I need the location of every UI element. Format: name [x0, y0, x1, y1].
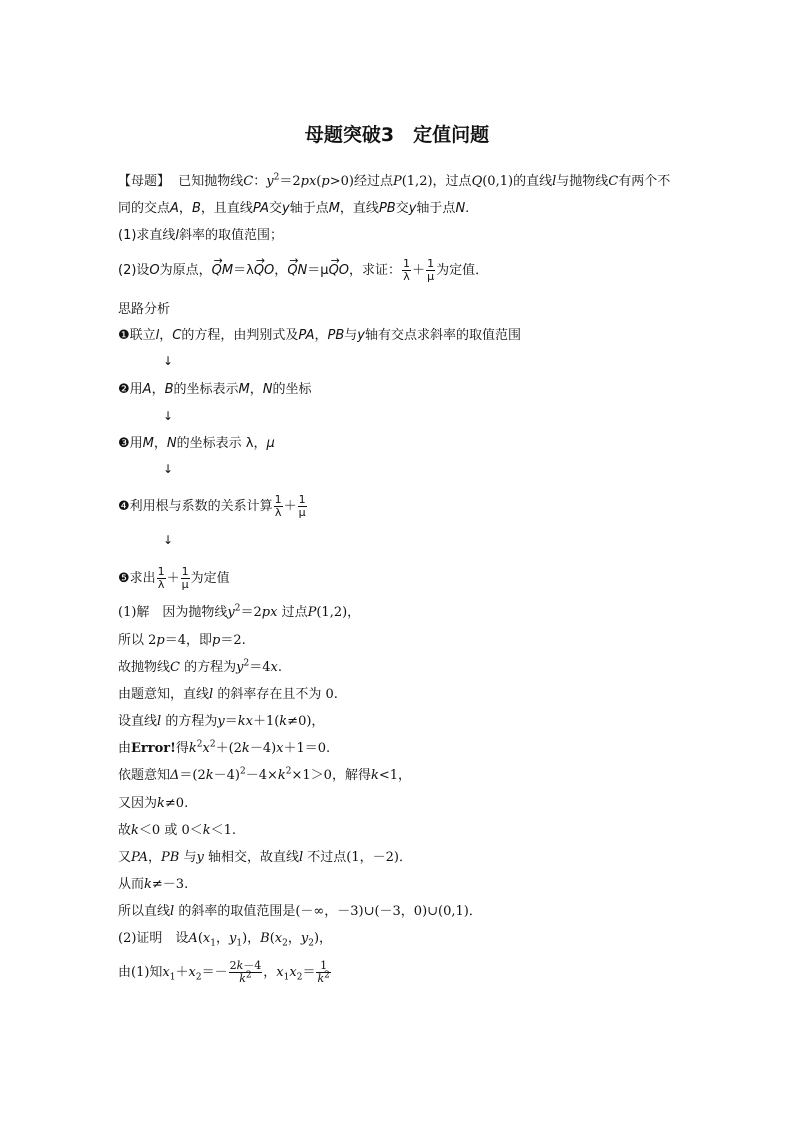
solution-line-10: 又PA，PB 与y 轴相交，故直线l 不过点(1，－2)． — [118, 850, 412, 865]
problem-line-2: 同的交点A，B，且直线PA交y轴于点M，直线PB交y轴于点N. — [118, 201, 470, 216]
analysis-step-2: ❷用A，B的坐标表示M，N的坐标 — [118, 382, 312, 397]
analysis-step-4: ❹利用根与系数的关系计算 $\frac{1}{\lambda}$ ＋ $\frac{1}{\mu}$ — [118, 493, 306, 519]
problem-line-1: 【母题】 已知抛物线C：$y^2=2px(p>0)$经过点P(1,2)，过点Q(0,1)的直线l与抛物线C有两个不 — [118, 172, 671, 189]
analysis-heading: 思路分析 — [118, 302, 171, 317]
flow-arrow: ↓ — [163, 409, 174, 423]
problem-part-1: (1)求直线l斜率的取值范围； — [118, 228, 284, 243]
page-title: 母题突破3 定值问题 — [304, 124, 490, 146]
solution-line-9: 故k＜0 或 0＜k＜1. — [118, 823, 237, 838]
solution-line-13: (2)证明 设$A(x_1$，$y_1$)，$B(x_2$，$y_2$)， — [118, 931, 333, 949]
solution-line-1: (1)解 因为抛物线$y^2=2px$ 过点P(1,2)， — [118, 603, 361, 620]
flow-arrow: ↓ — [163, 462, 174, 476]
solution-line-4: 由题意知，直线l 的斜率存在且不为 0. — [118, 687, 338, 702]
flow-arrow: ↓ — [163, 354, 174, 368]
solution-line-8: 又因为k≠0. — [118, 796, 189, 811]
solution-line-11: 从而k≠－3. — [118, 877, 189, 892]
flow-arrow: ↓ — [163, 533, 174, 547]
analysis-step-3: ❸用M，N的坐标表示 λ，μ — [118, 436, 275, 451]
problem-part-2: (2)设O为原点，→ QM＝λ→ QO，→ QN＝μ→ QO，求证： $\frac{1}{\lambda}$ ＋ $\frac{1}{\mu}$ 为定值． — [118, 258, 488, 283]
analysis-step-5: ❺求出 $\frac{1}{\lambda}$ ＋ $\frac{1}{\mu}$ 为定值 — [118, 565, 230, 591]
solution-line-7: 依题意知$\Delta=(2k-4)^2-4\times k^2\times 1>0$，解得k<1， — [118, 766, 412, 783]
solution-line-2: 所以 2p＝4，即p＝2. — [118, 633, 246, 648]
solution-line-5: 设直线l 的方程为y＝kx＋1(k≠0)， — [118, 714, 325, 729]
solution-line-14: 由(1)知$x_1+x_2=-$ $\frac{2k-4}{k^2}$ ，$x_1x_2=$ $\frac{1}{k^2}$ — [118, 959, 330, 985]
analysis-step-1: ❶联立l，C的方程，由判别式及PA，PB与y轴有交点求斜率的取值范围 — [118, 328, 521, 343]
solution-line-3: 故抛物线C 的方程为$y^2=4x$. — [118, 658, 282, 675]
solution-line-12: 所以直线l 的斜率的取值范围是(－∞，－3)∪(－3，0)∪(0,1)． — [118, 904, 482, 919]
solution-line-6: 由Error!得$k^2x^2+(2k-4)x+1=0$. — [118, 739, 331, 756]
